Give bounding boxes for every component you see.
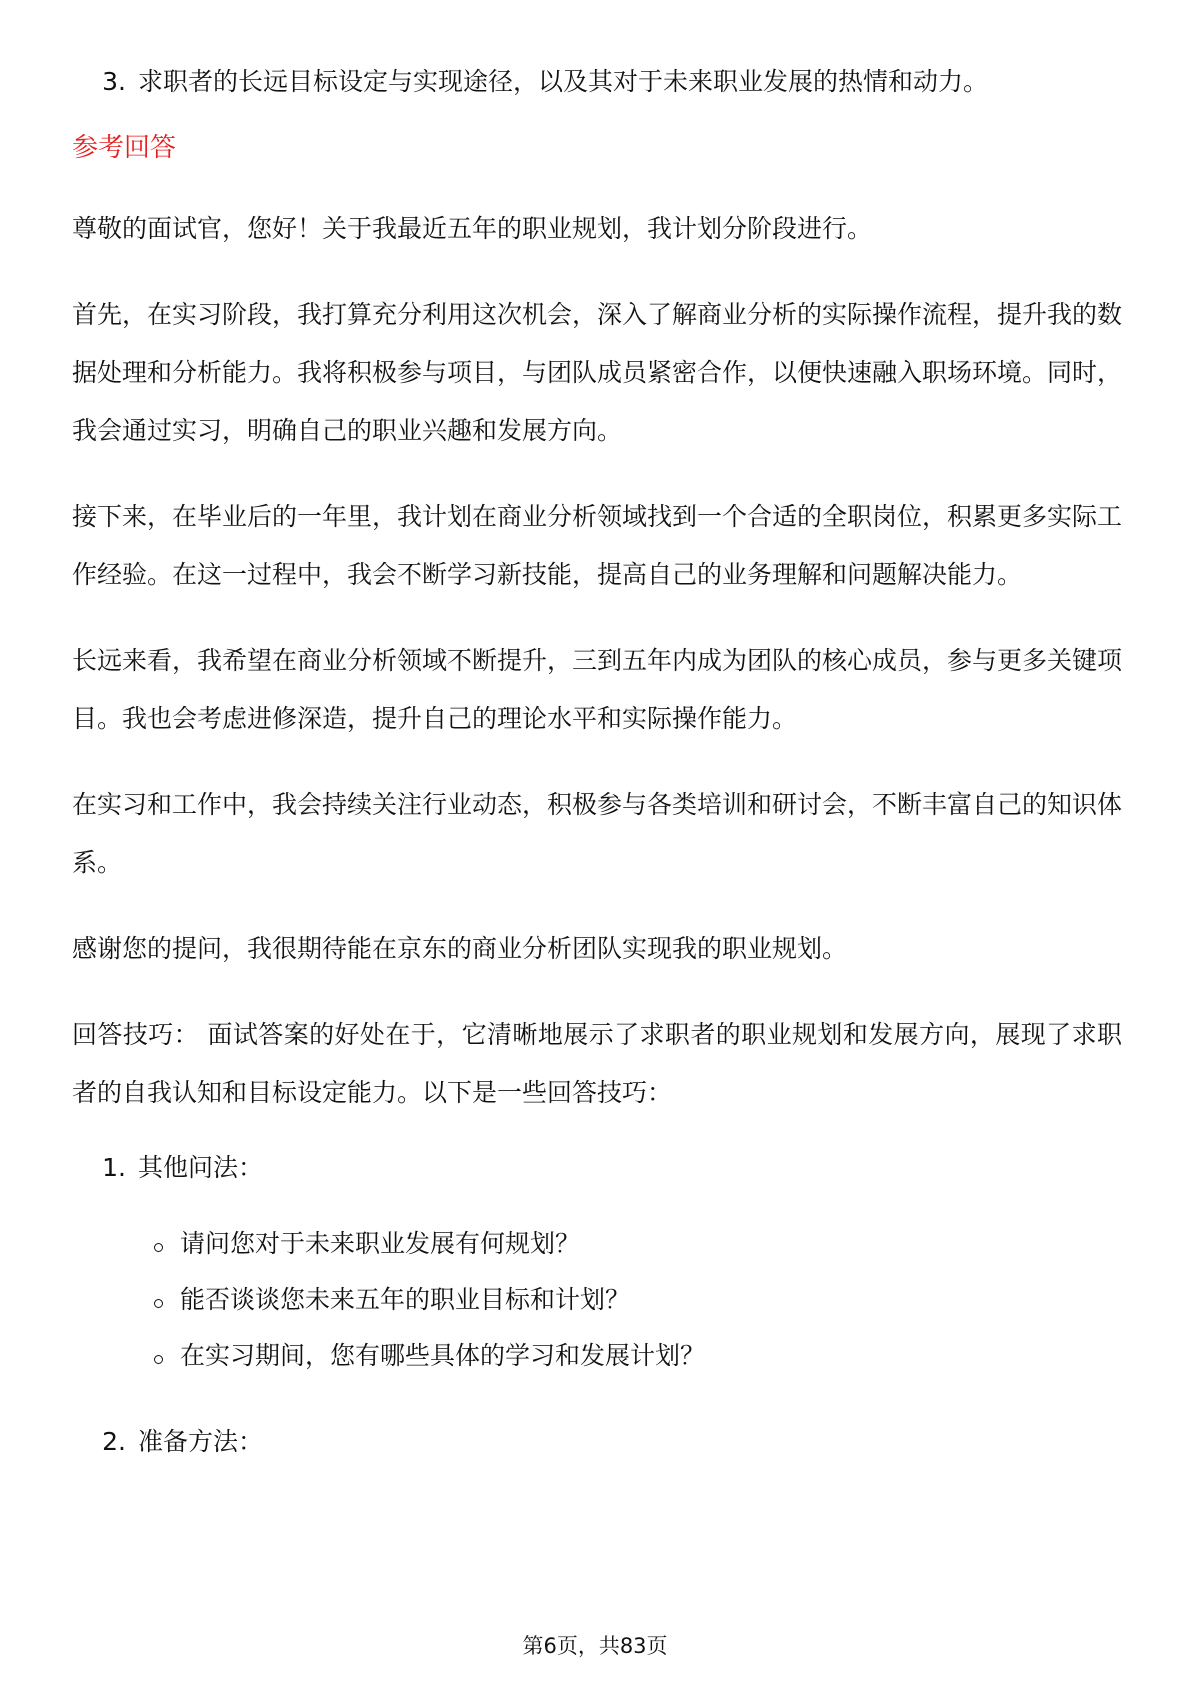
paragraph-greeting: 尊敬的面试官，您好！关于我最近五年的职业规划，我计划分阶段进行。 [72, 214, 873, 243]
list-item-text: 能否谈谈您未来五年的职业目标和计划？ [180, 1285, 631, 1314]
page-content [72, 58, 1122, 1490]
circle-bullet-icon [154, 1355, 163, 1364]
list-item [72, 1272, 1122, 1328]
item-label: 准备方法： [138, 1427, 264, 1456]
paragraph-answer-tips: 回答技巧： 面试答案的好处在于，它清晰地展示了求职者的职业规划和发展方向，展现了求职者的自我认知和目标设定能力。以下是一些回答技巧： [72, 1020, 1122, 1107]
item-number: 1. [102, 1153, 126, 1182]
paragraph-continuous-learning: 在实习和工作中，我会持续关注行业动态，积极参与各类培训和研讨会，不断丰富自己的知识体系。 [72, 790, 1123, 877]
paragraph-long-term: 长远来看，我希望在商业分析领域不断提升，三到五年内成为团队的核心成员，参与更多关键项目。我也会考虑进修深造，提升自己的理论水平和实际操作能力。 [72, 646, 1123, 733]
list-item [72, 1216, 1122, 1272]
circle-bullet-icon [154, 1243, 163, 1252]
numbered-item-2 [72, 1424, 1122, 1460]
item-number: 3. [102, 67, 126, 96]
item-number: 2. [102, 1427, 126, 1456]
list-item [72, 1328, 1122, 1384]
list-item-text: 请问您对于未来职业发展有何规划？ [180, 1229, 581, 1258]
alternative-questions-list [72, 1216, 1122, 1384]
numbered-item-3 [72, 64, 1122, 100]
circle-bullet-icon [154, 1299, 163, 1308]
list-item-text: 在实习期间，您有哪些具体的学习和发展计划？ [180, 1341, 706, 1370]
item-label: 其他问法： [138, 1153, 264, 1182]
answer-heading: 参考回答 [72, 133, 177, 163]
paragraph-internship: 首先，在实习阶段，我打算充分利用这次机会，深入了解商业分析的实际操作流程，提升我的数据处理和分析能力。我将积极参与项目，与团队成员紧密合作，以便快速融入职场环境。同时，我会通过实习，明确自己的职业兴趣和发展方向。 [72, 300, 1123, 445]
paragraph-after-graduation: 接下来，在毕业后的一年里，我计划在商业分析领域找到一个合适的全职岗位，积累更多实际工作经验。在这一过程中，我会不断学习新技能，提高自己的业务理解和问题解决能力。 [72, 502, 1123, 589]
paragraph-thanks: 感谢您的提问，我很期待能在京东的商业分析团队实现我的职业规划。 [72, 934, 848, 963]
numbered-item-1 [72, 1150, 1122, 1186]
item-text: 求职者的长远目标设定与实现途径，以及其对于未来职业发展的热情和动力。 [138, 67, 989, 96]
page-footer: 第6页，共83页 [522, 1634, 668, 1658]
